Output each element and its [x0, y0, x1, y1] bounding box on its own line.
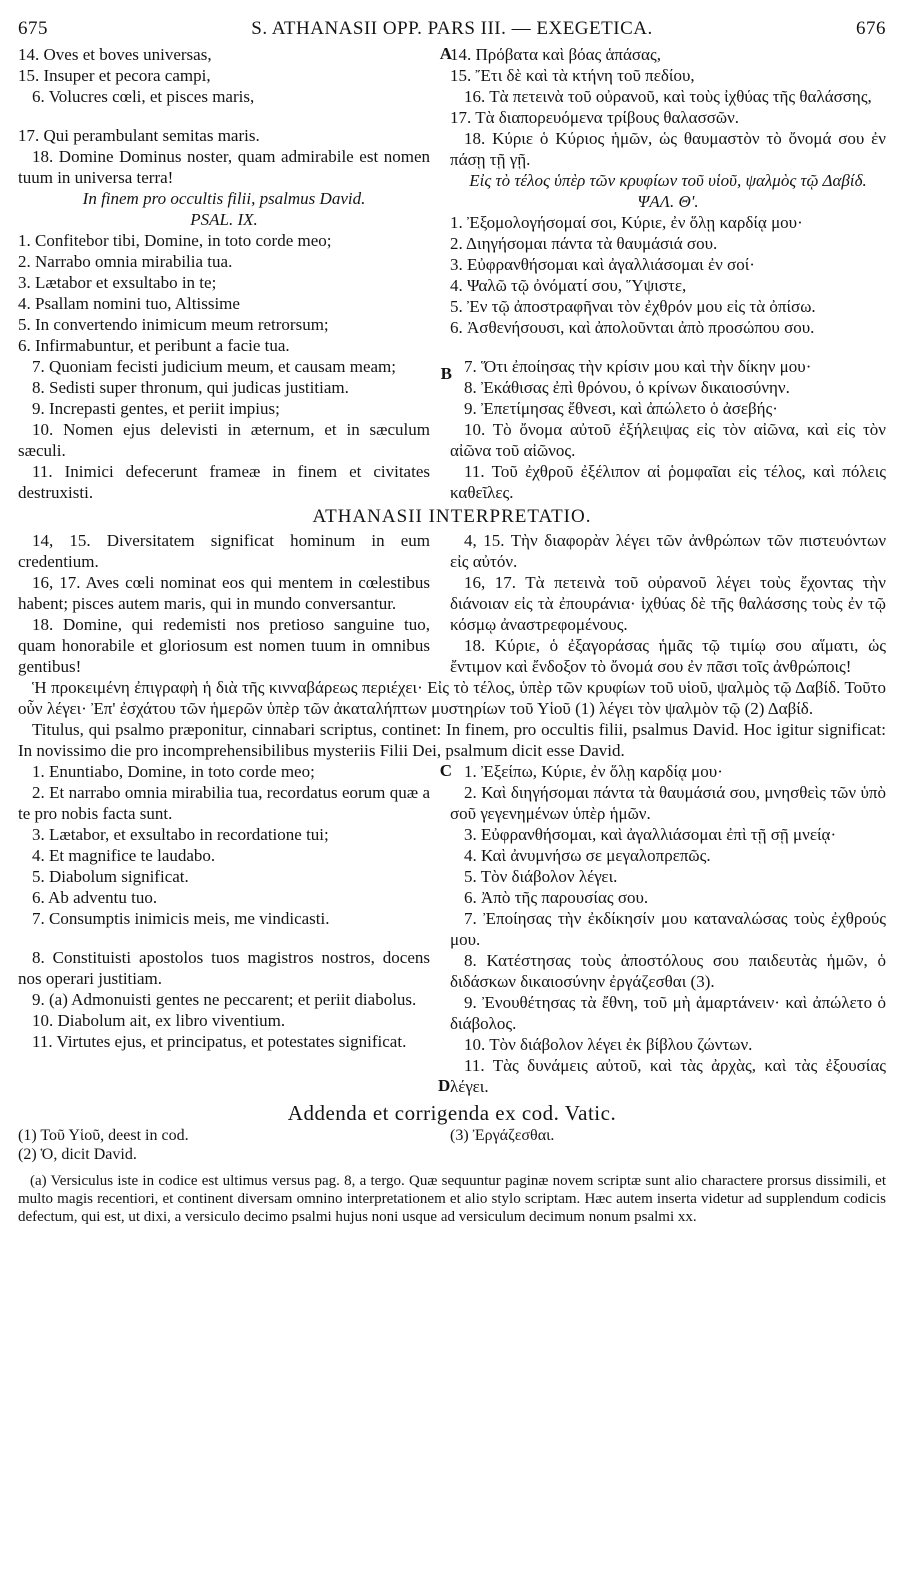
latin-verse: 9. Increpasti gentes, et periit impius; [32, 399, 280, 418]
greek-column [450, 356, 886, 503]
greek-psalm-title: Εἰς τὸ τέλος ὑπὲρ τῶν κρυφίων τοῦ υἱοῦ, ψαλμὸς τῷ Δαβίδ. ΨΑΛ. Θ'. [469, 171, 867, 211]
greek-verse: 6. Ἀπὸ τῆς παρουσίας σου. [464, 888, 649, 907]
margin-marker-c: C [439, 761, 452, 780]
latin-verse: 7. Quoniam fecisti judicium meum, et causam meam; [32, 357, 396, 376]
psalm-block-3 [18, 761, 886, 1097]
greek-verse: 6. Ἀσθενήσουσι, καὶ ἀπολοῦνται ἀπὸ προσώπου σου. [450, 318, 815, 337]
latin-verse: 5. Diabolum significat. [32, 867, 189, 886]
greek-column [450, 761, 886, 1097]
latin-verse: 4. Et magnifice te laudabo. [32, 846, 216, 865]
footnote: (a) Versiculus iste in codice est ultimus versus pag. 8, a tergo. Quæ sequuntur paginæ novem scriptæ sunt alio charactere prorsus dissimili, et multo magis recentiori, et continent diversam omnino interpretationem et alio stylo scriptam. Hæc autem inserta videtur ad supplendum codicis defectum, qui est, ut dixi, a versiculo decimo psalmi hujus noni usque ad versiculum decimum nonum psalmi xx. [18, 1173, 886, 1225]
greek-column [450, 530, 886, 677]
addenda-right [450, 1126, 886, 1145]
latin-verse: 4. Psallam nomini tuo, Altissime [18, 294, 240, 313]
latin-verse: 9. (a) Admonuisti gentes ne peccarent; et periit diabolus. [32, 990, 417, 1009]
latin-verse: 2. Narrabo omnia mirabilia tua. [18, 252, 233, 271]
greek-verse: 9. Ἐνουθέτησας τὰ ἔθνη, τοῦ μὴ ἁμαρτάνειν· καὶ ἀπώλετο ὁ διάβολος. [450, 993, 886, 1033]
greek-full-paragraph: Ἡ προκειμένη ἐπιγραφὴ ἡ διὰ τῆς κινναβάρεως περιέχει· Εἰς τὸ τέλος, ὑπὲρ τῶν κρυφίων τοῦ υἱοῦ, ψαλμὸς τῷ Δαβίδ. Τοῦτο οὖν λέγει· Ἐπ' ἐσχάτου τῶν ἡμερῶν ὑπὲρ τῶν ἀκαταλήπτων μυστηρίων τοῦ Υἱοῦ (1) λέγει τὸν ψαλμὸν τῷ (2) Δαβίδ. [18, 678, 886, 718]
greek-verse: 1. Ἐξείπω, Κύριε, ἐν ὅλῃ καρδίᾳ μου· [464, 762, 723, 781]
greek-verse: 10. Τὸν διάβολον λέγει ἐκ βίβλου ζώντων. [464, 1035, 753, 1054]
greek-verse: 17. Τὰ διαπορευόμενα τρίβους θαλασσῶν. [450, 108, 740, 127]
greek-verse: 11. Τὰς δυνάμεις αὐτοῦ, καὶ τὰς ἀρχὰς, καὶ τὰς ἐξουσίας λέγει. [450, 1056, 886, 1096]
latin-verse: 11. Virtutes ejus, et principatus, et potestates significat. [32, 1032, 407, 1051]
greek-verse: 4. Καὶ ἀνυμνήσω σε μεγαλοπρεπῶς. [464, 846, 711, 865]
greek-verse: 18. Κύριε ὁ Κύριος ἡμῶν, ὡς θαυμαστὸν τὸ ὄνομά σου ἐν πάσῃ τῇ γῇ. [450, 129, 886, 169]
psalm-block-2 [18, 356, 886, 503]
margin-marker-a: A [439, 44, 452, 63]
greek-verse: 10. Τὸ ὄνομα αὐτοῦ ἐξήλειψας εἰς τὸν αἰῶνα, καὶ εἰς τὸν αἰῶνα τοῦ αἰῶνος. [450, 420, 886, 460]
latin-verse: 3. Lætabor et exsultabo in te; [18, 273, 217, 292]
page-number-right: 676 [856, 18, 886, 39]
latin-verse: 11. Inimici defecerunt frameæ in finem et civitates destruxisti. [18, 462, 430, 502]
latin-commentary: 14, 15. Diversitatem significat hominum in eum credentium. [18, 531, 430, 571]
greek-verse: 11. Τοῦ ἐχθροῦ ἐξέλιπον αἱ ῥομφαῖαι εἰς τέλος, καὶ πόλεις καθεῖλες. [450, 462, 886, 502]
greek-column [450, 44, 886, 338]
page-number-left: 675 [18, 18, 48, 39]
margin-marker-b: B [440, 364, 452, 383]
greek-verse: 15. Ἔτι δὲ καὶ τὰ κτήνη τοῦ πεδίου, [450, 66, 695, 85]
latin-verse: 7. Consumptis inimicis meis, me vindicasti. [32, 909, 330, 928]
greek-verse: 4. Ψαλῶ τῷ ὀνόματί σου, Ὕψιστε, [450, 276, 687, 295]
latin-commentary: 16, 17. Aves cœli nominat eos qui mentem in cœlestibus habent; pisces autem maris, qui in mundo conversantur. [18, 573, 430, 613]
latin-column [18, 44, 450, 356]
latin-commentary: 18. Domine, qui redemisti nos pretioso sanguine tuo, quam honorabile et gloriosum est nomen tuum in omnibus gentibus! [18, 615, 430, 676]
greek-verse: 14. Πρόβατα καὶ βόας ἁπάσας, [450, 45, 661, 64]
latin-psalm-number: PSAL. IX. [190, 210, 258, 229]
greek-verse: 8. Ἐκάθισας ἐπὶ θρόνου, ὁ κρίνων δικαιοσύνην. [464, 378, 790, 397]
section-heading: ATHANASII INTERPRETATIO. [312, 506, 592, 527]
greek-verse: 3. Εὐφρανθήσομαι, καὶ ἀγαλλιάσομαι ἐπὶ τῇ σῇ μνείᾳ· [464, 825, 837, 844]
latin-verse: 8. Constituisti apostolos tuos magistros nostros, docens nos operari justitiam. [18, 948, 430, 988]
latin-column [18, 761, 450, 1052]
latin-verse: 6. Infirmabuntur, et peribunt a facie tua. [18, 336, 290, 355]
addenda-note: (3) Ἐργάζεσθαι. [450, 1127, 555, 1144]
addenda-notes [18, 1126, 886, 1164]
greek-verse: 16. Τὰ πετεινὰ τοῦ οὐρανοῦ, καὶ τοὺς ἰχθύας τῆς θαλάσσης, [464, 87, 872, 106]
latin-verse: 3. Lætabor, et exsultabo in recordatione tui; [32, 825, 329, 844]
latin-verse: 1. Confitebor tibi, Domine, in toto corde meo; [18, 231, 332, 250]
latin-verse: 14. Oves et boves universas, [18, 45, 212, 64]
latin-verse: 2. Et narrabo omnia mirabilia tua, recordatus eorum quæ a te pro nobis facta sunt. [18, 783, 430, 823]
greek-verse: 8. Κατέστησας τοὺς ἀποστόλους σου παιδευτὰς ἡμῶν, ὁ διδάσκων δικαιοσύνην ἐργάζεσθαι (3). [450, 951, 886, 991]
addenda-note: (2) Ὁ, dicit David. [18, 1146, 137, 1163]
addenda-heading: Addenda et corrigenda ex cod. Vatic. [287, 1101, 617, 1125]
greek-verse: 9. Ἐπετίμησας ἔθνεσι, καὶ ἀπώλετο ὁ ἀσεβής· [464, 399, 778, 418]
latin-verse: 6. Volucres cœli, et pisces maris, [32, 87, 255, 106]
interpretatio-block [18, 530, 886, 677]
latin-column [18, 356, 450, 503]
latin-verse: 10. Nomen ejus delevisti in æternum, et in sæculum sæculi. [18, 420, 430, 460]
greek-verse: 2. Διηγήσομαι πάντα τὰ θαυμάσιά σου. [450, 234, 718, 253]
latin-verse: 17. Qui perambulant semitas maris. [18, 126, 260, 145]
addenda-note: (1) Τοῦ Υἱοῦ, deest in cod. [18, 1127, 189, 1144]
psalm-block-1 [18, 44, 886, 356]
latin-full-paragraph: Titulus, qui psalmo præponitur, cinnabari scriptus, continet: In finem, pro occultis filii, psalmus David. Hoc igitur significat: In novissimo die pro incomprehensibilibus mysteriis Filii Dei, psalmum dicit esse David. [18, 720, 886, 760]
greek-verse: 2. Καὶ διηγήσομαι πάντα τὰ θαυμάσιά σου, μνησθεὶς τῶν ὑπὸ σοῦ γεγενημένων ὑπὲρ ἡμῶν. [450, 783, 886, 823]
latin-verse: 10. Diabolum ait, ex libro viventium. [32, 1011, 286, 1030]
latin-verse: 18. Domine Dominus noster, quam admirabile est nomen tuum in universa terra! [18, 147, 430, 187]
greek-verse: 3. Εὐφρανθήσομαι καὶ ἀγαλλιάσομαι ἐν σοί· [450, 255, 755, 274]
greek-verse: 7. Ὅτι ἐποίησας τὴν κρίσιν μου καὶ τὴν δίκην μου· [464, 357, 812, 376]
greek-commentary: 18. Κύριε, ὁ ἐξαγοράσας ἡμᾶς τῷ τιμίῳ σου αἵματι, ὡς ἔντιμον καὶ ἔνδοξον τὸ ὄνομά σου ἐν πᾶσι τοῖς ἀνθρώποις! [450, 636, 886, 676]
greek-verse: 1. Ἐξομολογήσομαί σοι, Κύριε, ἐν ὅλῃ καρδίᾳ μου· [450, 213, 803, 232]
greek-verse: 5. Ἐν τῷ ἀποστραφῆναι τὸν ἐχθρόν μου εἰς τὰ ὀπίσω. [450, 297, 816, 316]
latin-verse: 8. Sedisti super thronum, qui judicas justitiam. [32, 378, 349, 397]
page [18, 14, 886, 1241]
running-title: S. ATHANASII OPP. PARS III. — EXEGETICA. [251, 18, 653, 39]
latin-psalm-title: In finem pro occultis filii, psalmus David. [82, 189, 366, 208]
greek-commentary: 16, 17. Τὰ πετεινὰ τοῦ οὐρανοῦ λέγει τοὺς ἔχοντας τὴν διάνοιαν εἰς τὰ ἐπουράνια· ἰχθύας δὲ τῆς θαλάσσης τοὺς ἐν τῷ κόσμῳ ἀναστρεφομένους. [450, 573, 886, 634]
latin-verse: 15. Insuper et pecora campi, [18, 66, 211, 85]
latin-verse: 5. In convertendo inimicum meum retrorsum; [18, 315, 329, 334]
greek-commentary: 4, 15. Τὴν διαφορὰν λέγει τῶν ἀνθρώπων τῶν πιστευόντων εἰς αὐτόν. [450, 531, 886, 571]
latin-verse: 1. Enuntiabo, Domine, in toto corde meo; [32, 762, 315, 781]
latin-column [18, 530, 450, 677]
addenda-left [18, 1126, 450, 1164]
margin-marker-d: D [438, 1076, 451, 1095]
running-header [18, 14, 886, 44]
greek-verse: 7. Ἐποίησας τὴν ἐκδίκησίν μου καταναλώσας τοὺς ἐχθρούς μου. [450, 909, 886, 949]
latin-verse: 6. Ab adventu tuo. [32, 888, 158, 907]
greek-verse: 5. Τὸν διάβολον λέγει. [464, 867, 618, 886]
